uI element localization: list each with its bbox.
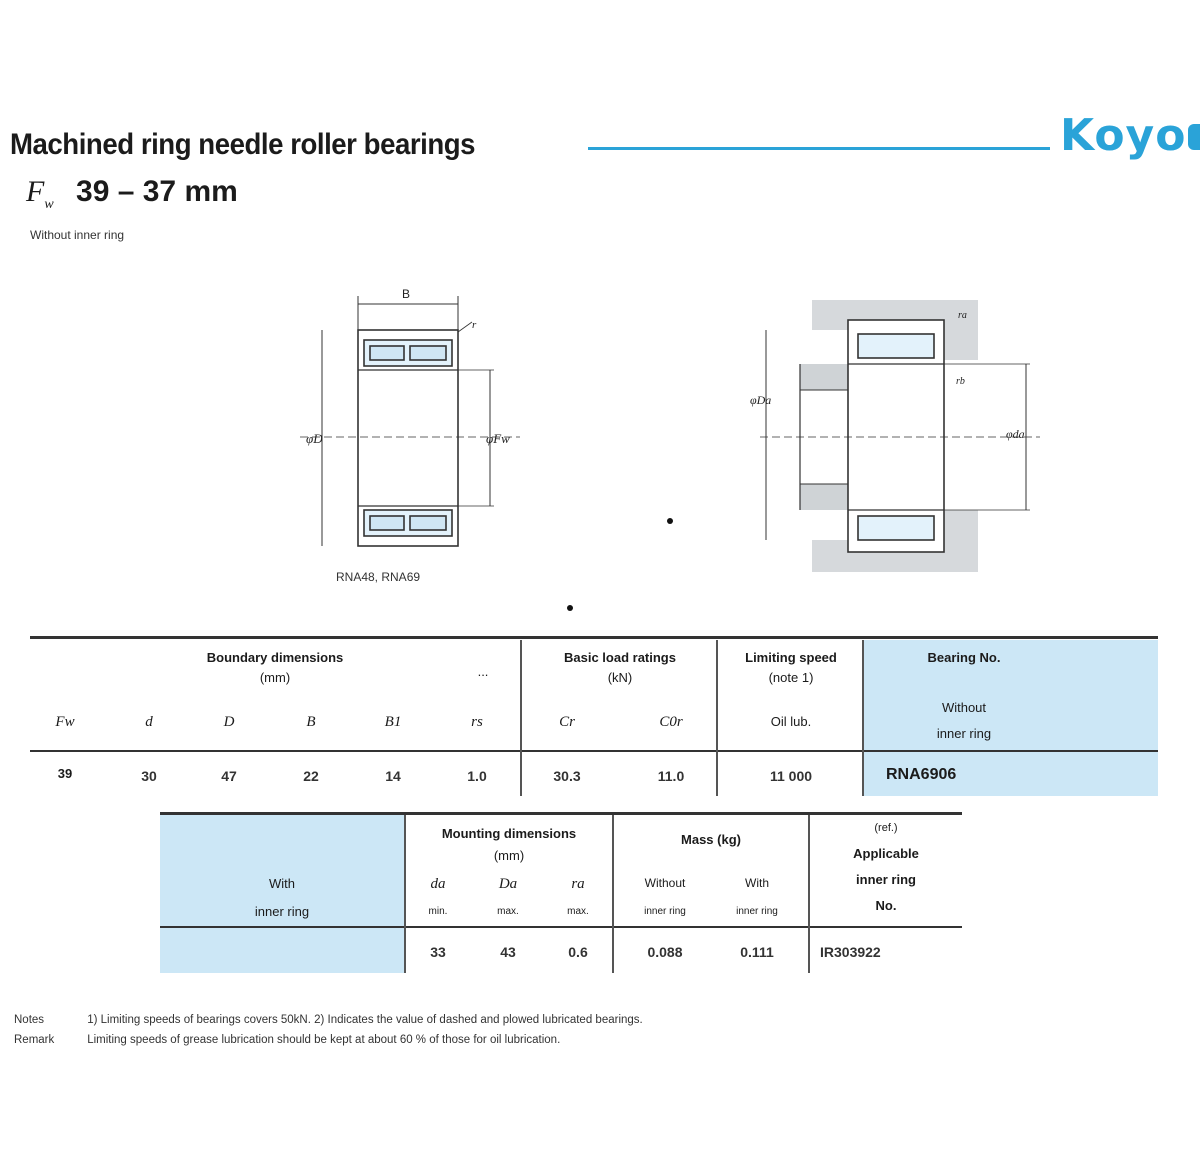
header-boundary-dimensions: Boundary dimensions	[206, 650, 344, 665]
row-B: 22	[303, 768, 319, 784]
footnote-remark-label: Remark	[14, 1034, 55, 1046]
header-extra: ...	[477, 664, 489, 679]
row-Da: 43	[500, 944, 516, 960]
col-B1: B1	[384, 714, 402, 730]
header-without-inner-ring-2: inner ring	[936, 726, 992, 741]
row-Fw: 39	[57, 766, 73, 781]
col-ra: ra	[571, 876, 585, 892]
label-Fw: φFw	[486, 431, 510, 446]
row-inner-ring-no: IR303922	[820, 944, 881, 960]
header-load-ratings-unit: (kN)	[607, 670, 633, 685]
footnote-notes	[14, 1014, 643, 1026]
row-da: 33	[430, 944, 446, 960]
figure-caption: RNA48, RNA69	[336, 570, 421, 584]
row-d: 30	[141, 768, 157, 784]
table1-divider	[862, 640, 864, 796]
header-with-inner-ring: With	[269, 876, 295, 891]
label-rb: rb	[956, 376, 965, 387]
footnote-remark	[14, 1034, 560, 1046]
col-D: D	[223, 714, 235, 730]
mass-col-without: Without	[644, 876, 686, 890]
col-Cr: Cr	[559, 714, 575, 730]
row-mass-without: 0.088	[647, 944, 683, 960]
col-rs: rs	[471, 714, 483, 730]
col-Da-sub: max.	[497, 906, 519, 917]
bearing-type-note: Without inner ring	[30, 228, 125, 242]
header-applicable: Applicable	[853, 846, 919, 861]
label-ra: ra	[958, 310, 967, 321]
mass-col-without-sub: inner ring	[644, 906, 686, 917]
table1-header-rule	[30, 750, 1158, 752]
row-ra: 0.6	[568, 944, 588, 960]
header-boundary-unit: (mm)	[259, 670, 291, 685]
col-Da: Da	[498, 876, 518, 892]
page-title: Machined ring needle roller bearings	[10, 128, 476, 161]
label-Da: φDa	[750, 393, 772, 407]
row-limiting-speed: 11 000	[769, 768, 813, 784]
col-da: da	[430, 876, 446, 892]
row-D: 47	[221, 768, 237, 784]
mark-dot	[567, 605, 573, 611]
right-mounting-drawing	[760, 300, 1040, 572]
row-bearing-no: RNA6906	[886, 766, 957, 783]
header-with-inner-ring-2: inner ring	[254, 904, 310, 919]
col-B: B	[306, 714, 316, 730]
range-symbol: $F_w$	[26, 175, 54, 212]
header-limiting-speed: Limiting speed	[745, 650, 837, 665]
footnote-notes-label: Notes	[14, 1014, 45, 1026]
header-load-ratings: Basic load ratings	[564, 650, 676, 665]
label-da: φda	[1006, 427, 1025, 441]
table2-header-rule	[160, 926, 962, 928]
table2-divider	[404, 815, 406, 973]
col-d: d	[145, 714, 153, 730]
footnote-remark-text: Limiting speeds of grease lubrication should be kept at about 60 % of those for oil lubrication.	[87, 1034, 561, 1046]
row-mass-with: 0.111	[740, 944, 774, 960]
col-C0r: C0r	[659, 714, 683, 730]
mass-col-with-sub: inner ring	[736, 906, 778, 917]
col-Fw: Fw	[55, 714, 75, 730]
header-applicable-3: No.	[875, 898, 897, 913]
header-ref: (ref.)	[874, 822, 898, 834]
table1-divider	[520, 640, 522, 796]
mass-col-with: With	[745, 876, 769, 890]
label-r: r	[472, 319, 477, 331]
col-ra-sub: max.	[567, 906, 589, 917]
mark-dot	[667, 518, 673, 524]
table2-divider	[808, 815, 810, 973]
col-da-sub: min.	[428, 906, 448, 917]
table1-top-rule	[30, 636, 1158, 639]
header-limiting-speed-note: (note 1)	[768, 670, 814, 685]
header-applicable-2: inner ring	[856, 872, 916, 887]
table1-divider	[716, 640, 718, 796]
label-D: φD	[306, 431, 323, 446]
range-text: 39 – 37 mm	[76, 175, 238, 208]
label-B: B	[402, 287, 411, 301]
table2-with-inner-ring-shade	[160, 815, 404, 973]
table2-divider	[612, 815, 614, 973]
header-mass: Mass (kg)	[681, 832, 741, 847]
left-bearing-drawing	[300, 296, 520, 546]
header-without-inner-ring: Without	[941, 700, 987, 715]
header-mounting-unit: (mm)	[493, 848, 525, 863]
row-B1: 14	[385, 768, 401, 784]
row-rs: 1.0	[467, 768, 487, 784]
col-oil: Oil lub.	[770, 714, 812, 729]
header-mounting-dimensions: Mounting dimensions	[441, 826, 577, 841]
row-Cr: 30.3	[553, 768, 581, 784]
brand-logo: Koyo	[1060, 110, 1187, 161]
row-C0r: 11.0	[657, 768, 685, 784]
header-bearing-no: Bearing No.	[927, 650, 1001, 665]
footnote-notes-text: 1) Limiting speeds of bearings covers 50kN. 2) Indicates the value of dashed and plowed lubricated bearings.	[87, 1014, 643, 1026]
